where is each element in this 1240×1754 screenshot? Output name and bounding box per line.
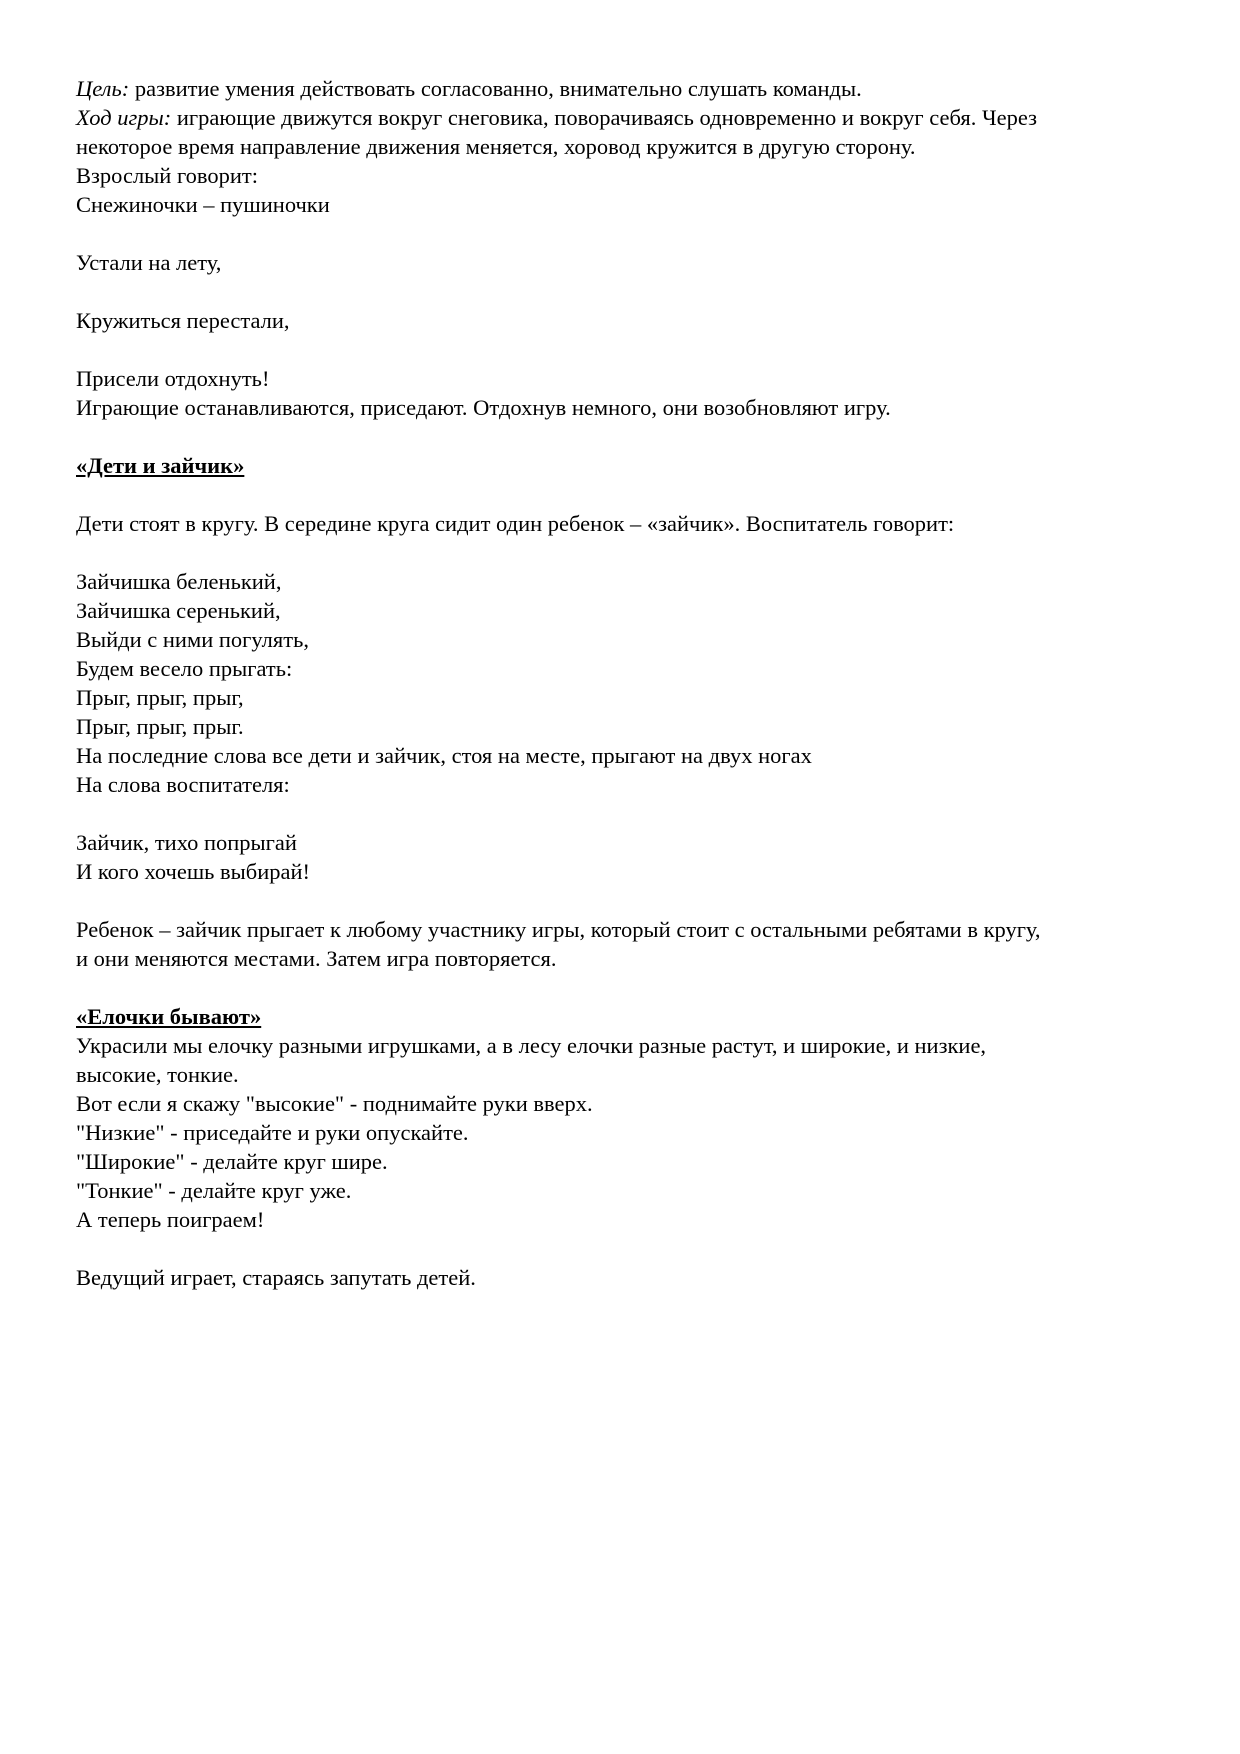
bunny-ending-continued: и они меняются местами. Затем игра повторяется. — [76, 946, 557, 971]
spacer — [76, 480, 1186, 509]
spacer — [76, 277, 1186, 306]
verse-line: Выйди с ними погулять, — [76, 627, 309, 652]
poem-line: Устали на лету, — [76, 250, 222, 275]
verse-line: Прыг, прыг, прыг, — [76, 685, 244, 710]
section-title-trees: «Елочки бывают» — [76, 1004, 262, 1029]
spacer — [76, 219, 1186, 248]
spacer — [76, 886, 1186, 915]
bunny-action: На последние слова все дети и зайчик, стоя на месте, прыгают на двух ногах — [76, 743, 812, 768]
verse-line: Зайчик, тихо попрыгай — [76, 830, 297, 855]
bunny-setup: Дети стоят в кругу. В середине круга сидит один ребенок – «зайчик». Воспитатель говорит: — [76, 511, 955, 536]
spacer — [76, 538, 1186, 567]
goal-text: развитие умения действовать согласованно, внимательно слушать команды. — [129, 76, 862, 101]
trees-rule: "Широкие" - делайте круг шире. — [76, 1149, 388, 1174]
trees-intro-continued: высокие, тонкие. — [76, 1062, 239, 1087]
trees-rule: "Тонкие" - делайте круг уже. — [76, 1178, 352, 1203]
spacer — [76, 799, 1186, 828]
verse-line: Прыг, прыг, прыг. — [76, 714, 244, 739]
course-line — [76, 103, 1186, 132]
goal-label: Цель: — [76, 76, 130, 101]
document-page — [76, 74, 1186, 1292]
section-title-bunny: «Дети и зайчик» — [76, 453, 245, 478]
spacer — [76, 422, 1186, 451]
adult-says: Взрослый говорит: — [76, 163, 258, 188]
spacer — [76, 1234, 1186, 1263]
poem-line: Кружиться перестали, — [76, 308, 290, 333]
bunny-ending: Ребенок – зайчик прыгает к любому участнику игры, который стоит с остальными ребятами в кругу, — [76, 917, 1041, 942]
verse-line: Зайчишка беленький, — [76, 569, 282, 594]
trees-rule: "Низкие" - приседайте и руки опускайте. — [76, 1120, 469, 1145]
trees-intro: Украсили мы елочку разными игрушками, а в лесу елочки разные растут, и широкие, и низкие, — [76, 1033, 987, 1058]
teacher-words: На слова воспитателя: — [76, 772, 290, 797]
outcome-text: Играющие останавливаются, приседают. Отдохнув немного, они возобновляют игру. — [76, 395, 891, 420]
course-text-continued: некоторое время направление движения меняется, хоровод кружится в другую сторону. — [76, 134, 916, 159]
verse-line: Будем весело прыгать: — [76, 656, 293, 681]
spacer — [76, 335, 1186, 364]
trees-closing: Ведущий играет, стараясь запутать детей. — [76, 1265, 476, 1290]
verse-line: Зайчишка серенький, — [76, 598, 281, 623]
trees-rule: А теперь поиграем! — [76, 1207, 265, 1232]
trees-rule: Вот если я скажу "высокие" - поднимайте руки вверх. — [76, 1091, 593, 1116]
course-label: Ход игры: — [76, 105, 172, 130]
goal-line — [76, 74, 1186, 103]
poem-line: Снежиночки – пушиночки — [76, 192, 330, 217]
spacer — [76, 973, 1186, 1002]
verse-line: И кого хочешь выбирай! — [76, 859, 311, 884]
course-text: играющие движутся вокруг снеговика, поворачиваясь одновременно и вокруг себя. Через — [171, 105, 1038, 130]
poem-line: Присели отдохнуть! — [76, 366, 270, 391]
